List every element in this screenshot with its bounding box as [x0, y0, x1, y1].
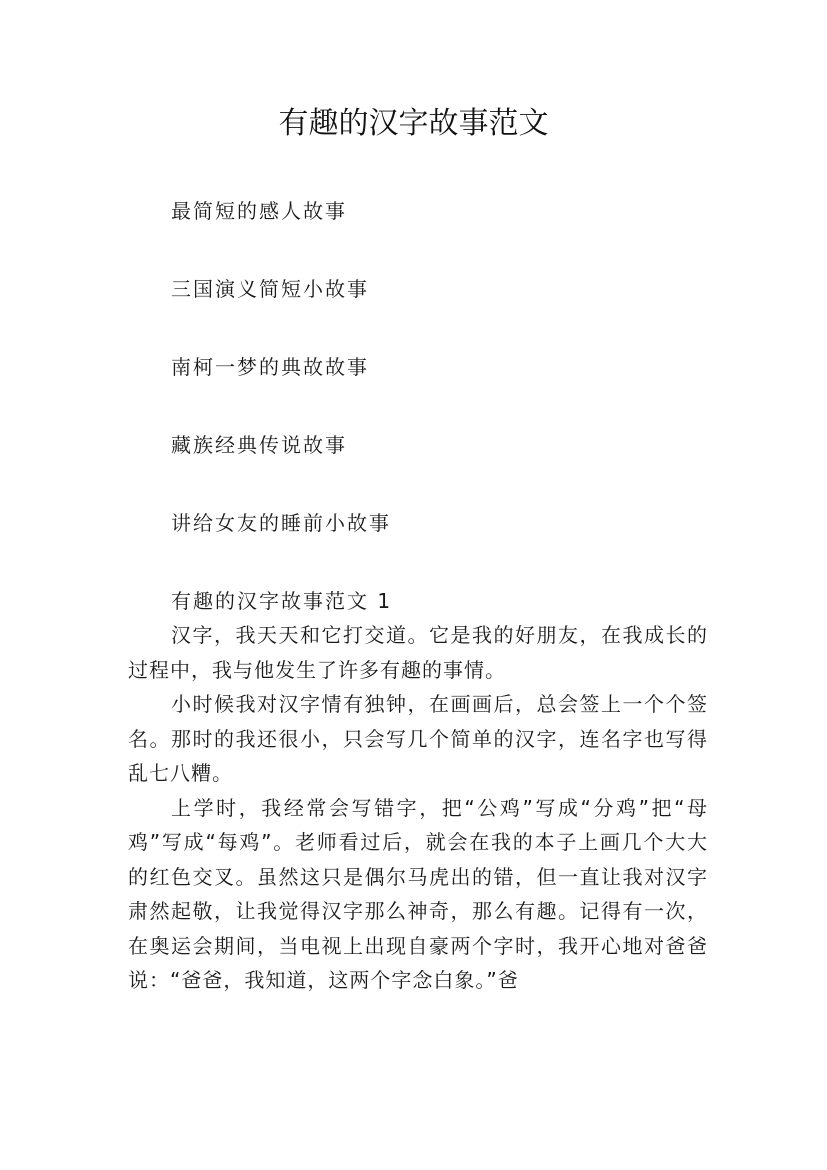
document-title: 有趣的汉字故事范文	[278, 106, 549, 141]
paragraph: 汉字，我天天和它打交道。它是我的好朋友，在我成长的过程中，我与他发生了许多有趣的事情。	[128, 623, 708, 682]
related-links-list	[171, 194, 731, 584]
related-link[interactable]: 最简短的感人故事	[171, 199, 347, 223]
related-link[interactable]: 藏族经典传说故事	[171, 433, 347, 457]
related-link[interactable]: 三国演义简短小故事	[171, 277, 369, 301]
related-link[interactable]: 讲给女友的睡前小故事	[171, 511, 391, 535]
section-title: 有趣的汉字故事范文 1	[171, 589, 393, 613]
related-link[interactable]: 南柯一梦的典故故事	[171, 355, 369, 379]
paragraph: 小时候我对汉字情有独钟，在画画后，总会签上一个个签名。那时的我还很小，只会写几个简单的汉字，连名字也写得乱七八糟。	[128, 692, 708, 785]
paragraph: 上学时，我经常会写错字，把“公鸡”写成“分鸡”把“母鸡”写成“每鸡”。老师看过后，就会在我的本子上画几个大大的红色交叉。虽然这只是偶尔马虎出的错，但一直让我对汉字肃然起敬，让我觉得汉字那么神奇，那么有趣。记得有一次，在奥运会期间，当电视上出现自豪两个字时，我开心地对爸爸说：“爸爸，我知道，这两个字念白象。”爸	[128, 795, 708, 992]
article-body	[128, 584, 708, 998]
